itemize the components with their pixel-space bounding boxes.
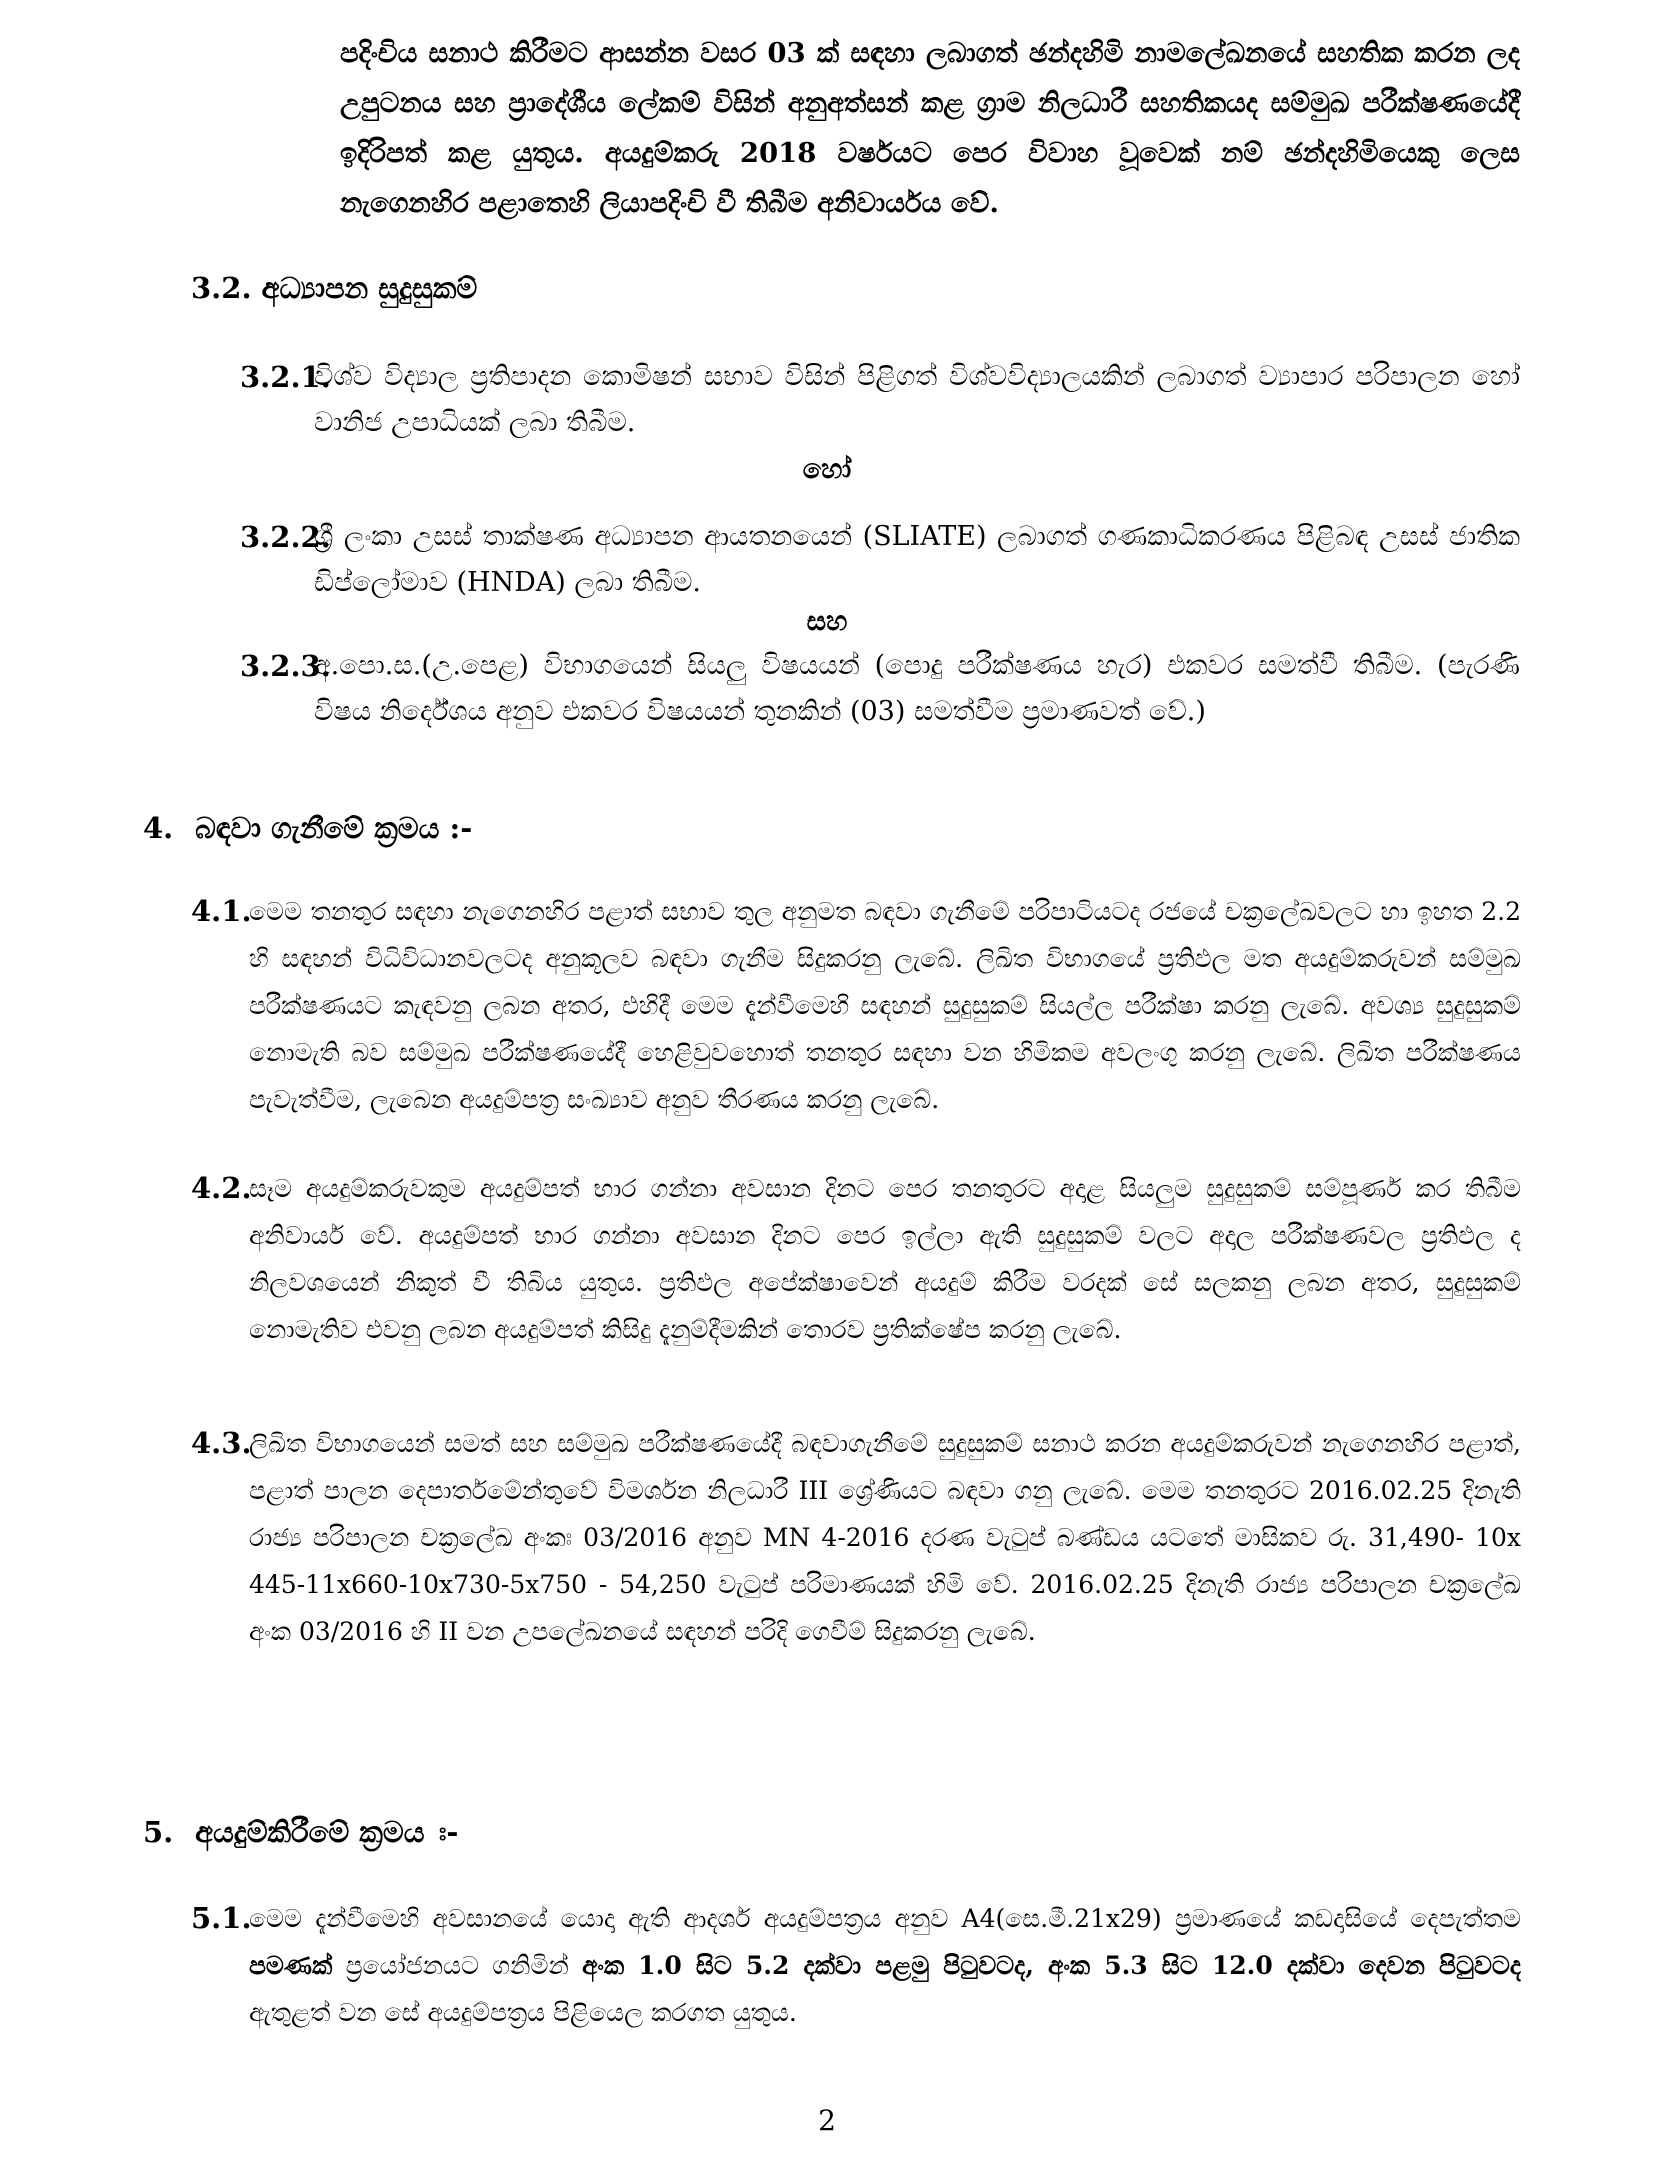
paragraph-text: සෑම අයදුම්කරුවකුම අයදුම්පත් භාර ගන්නා අවසාන දිනට පෙර තනතුරට අදාළ සියලුම සුදුසුකම් සම්පූර්ණ කර තිබීම අනිවාර්ය වේ. අයදුම්පත් භාර ගන්නා අවසාන දිනට පෙර ඉල්ලා ඇති සුදුසුකම් වලට අදාල පරීක්ෂණවල ප්‍රතිඵල ද නිලවශයෙන් නිකුත් වී තිබිය යුතුය. ප්‍රතිඵල අපේක්ෂාවෙන් අයදුම් කිරීම වරදක් සේ සලකනු ලබන අතර, සුදුසුකම් නොමැතිව එවනු ලබන අයදුම්පත් කිසිදු දැනුම්දීමකින් තොරව ප්‍රතික්ෂේප කරනු ලැබේ. — [249, 1174, 1521, 1344]
paragraph-4-2 — [191, 1165, 1521, 1353]
paragraph-text — [249, 1895, 1521, 2036]
section-number: 5. — [143, 1815, 174, 1849]
paragraph-4-1 — [191, 888, 1521, 1123]
item-3-2-1 — [240, 354, 1520, 446]
item-3-2-2 — [240, 514, 1520, 606]
section-title: අධ්‍යාපන සුදුසුකම් — [261, 271, 478, 305]
text-part: ඇතුළත් වන සේ අයදුම්පත්‍රය පිළියෙල කරගත යුතුය. — [249, 1998, 797, 2027]
item-text: ශ්‍රී ලංකා උසස් තාක්ෂණ අධ්‍යාපන ආයතනයෙන් (SLIATE) ලබාගත් ගණකාධිකරණය පිළිබඳ උසස් ජාතික ඩිප්ලෝමාව (HNDA) ලබා තිබීම. — [314, 521, 1520, 598]
item-number: 3.2.2. — [240, 520, 331, 554]
item-text: අ.පො.ස.(උ.පෙළ) විභාගයෙන් සියලු විෂයයන් (පොදු පරීක්ෂණය හැර) එකවර සමත්වී තිබීම. (පැරණි විෂය නිර්දේශය අනුව එකවර විෂයයන් තුනකින් (03) සමත්වීම ප්‍රමාණවත් වේ.) — [314, 650, 1520, 727]
paragraph-number: 4.2. — [191, 1171, 252, 1205]
paragraph-text: මෙම තනතුර සඳහා නැගෙනහිර පළාත් සභාව තුල අනුමත බඳවා ගැනීමේ පරිපාටියටද රජයේ චක්‍රලේඛවලට හා ඉහත 2.2 හි සඳහන් විධිවිධානවලටද අනුකූලව බඳවා ගැනීම සිදුකරනු ලැබේ. ලිඛිත විභාගයේ ප්‍රතිඵල මත අයදුම්කරුවන් සම්මුඛ පරීක්ෂණයට කැඳවනු ලබන අතර, එහිදී මෙම දැන්වීමෙහි සඳහන් සුදුසුකම් සියල්ල පරීක්ෂා කරනු ලැබේ. අවශ්‍ය සුදුසුකම් නොමැති බව සම්මුඛ පරීක්ෂණයේදී හෙළිවුවහොත් තනතුර සඳහා වන හිමිකම අවලංගු කරනු ලැබේ. ලිඛිත පරීක්ෂණය පැවැත්වීම, ලැබෙන අයදුම්පත්‍ර සංඛ්‍යාව අනුව තීරණය කරනු ලැබේ. — [249, 897, 1521, 1114]
paragraph-number: 5.1. — [191, 1901, 252, 1935]
item-text: විශ්ව විද්‍යාල ප්‍රතිපාදන කොමිෂන් සභාව විසින් පිළිගත් විශ්වවිද්‍යාලයකින් ලබාගත් ව්‍යාපාර පරිපාලන හෝ වානිජ උපාධියක් ලබා තිබීම. — [314, 361, 1520, 438]
section-title: බඳවා ගැනීමේ ක්‍රමය :- — [195, 811, 473, 845]
conjunction-or: හෝ — [802, 454, 852, 485]
paragraph-4-3 — [191, 1420, 1521, 1655]
intro-paragraph: පදිංචිය සනාථ කිරීමට ආසන්න වසර 03 ක් සඳහා ලබාගත් ඡන්දහිමි නාමලේඛනයේ සහතික කරන ලද උපුටනය සහ ප්‍රාදේශීය ලේකම් විසින් අනුඅත්සන් කළ ග්‍රාම නිලධාරී සහතිකයද සම්මුඛ පරීක්ෂණයේදී ඉදිරිපත් කළ යුතුය. අයදුම්කරු 2018 වර්ෂයට පෙර විවාහ වූවෙක් නම් ඡන්දහිමියෙකු ලෙස නැගෙනහිර පළාතෙහි ලියාපදිංචි වී තිබීම අනිවාර්යය වේ. — [340, 37, 1520, 219]
item-number: 3.2.3. — [240, 649, 331, 683]
item-number: 3.2.1. — [240, 360, 331, 394]
paragraph-number: 4.1. — [191, 894, 252, 928]
section-title: අයදුම්කිරීමේ ක්‍රමය ඃ- — [195, 1815, 459, 1849]
section-number: 4. — [143, 811, 174, 845]
paragraph-text: ලිඛිත විභාගයෙන් සමත් සහ සම්මුඛ පරීක්ෂණයේදී බඳවාගැනීමේ සුදුසුකම් සනාථ කරන අයදුම්කරුවන් නැගෙනහිර පළාත්, පළාත් පාලන දෙපාර්තමේන්තුවේ විමර්ශන නිලධාරී III ශ්‍රේණියට බඳවා ගනු ලැබේ. මෙම තනතුරට 2016.02.25 දිනැති රාජ්‍ය පරිපාලන චක්‍රලේඛ අංකඃ 03/2016 අනුව MN 4-2016 දරණ වැටුප් බණ්ඩය යටතේ මාසිකව රු. 31,490- 10x 445-11x660-10x730-5x750 - 54,250 වැටුප් පරිමාණයක් හිමි වේ. 2016.02.25 දිනැති රාජ්‍ය පරිපාලන චක්‍රලේඛ අංක 03/2016 හි II වන උපලේඛනයේ සඳහන් පරිදි ගෙවීම් සිදුකරනු ලැබේ. — [249, 1429, 1521, 1646]
text-part: මෙම දැන්වීමෙහි අවසානයේ යොදා ඇති ආදර්ශ අයදුම්පත්‍රය අනුව A4(සෙ.මී.21x29) ප්‍රමාණයේ කඩදාසියේ දෙපැත්තම — [249, 1904, 1521, 1933]
paragraph-number: 4.3. — [191, 1426, 252, 1460]
bold-emphasis: පමණක් — [249, 1951, 333, 1980]
section-5-heading — [143, 1812, 458, 1852]
section-4-heading — [143, 808, 472, 848]
item-3-2-3 — [240, 643, 1520, 735]
page-number: 2 — [818, 2104, 836, 2137]
section-number: 3.2. — [191, 271, 252, 305]
conjunction-and: සහ — [806, 606, 848, 637]
paragraph-5-1 — [191, 1895, 1521, 2036]
text-part: ප්‍රයෝජනයට ගනිමින් — [332, 1951, 583, 1980]
bold-emphasis: අංක 1.0 සිට 5.2 දක්වා පළමු පිටුවටද, අංක 5.3 සිට 12.0 දක්වා දෙවන පිටුවටද — [582, 1951, 1521, 1980]
section-3-2-heading — [191, 268, 477, 308]
